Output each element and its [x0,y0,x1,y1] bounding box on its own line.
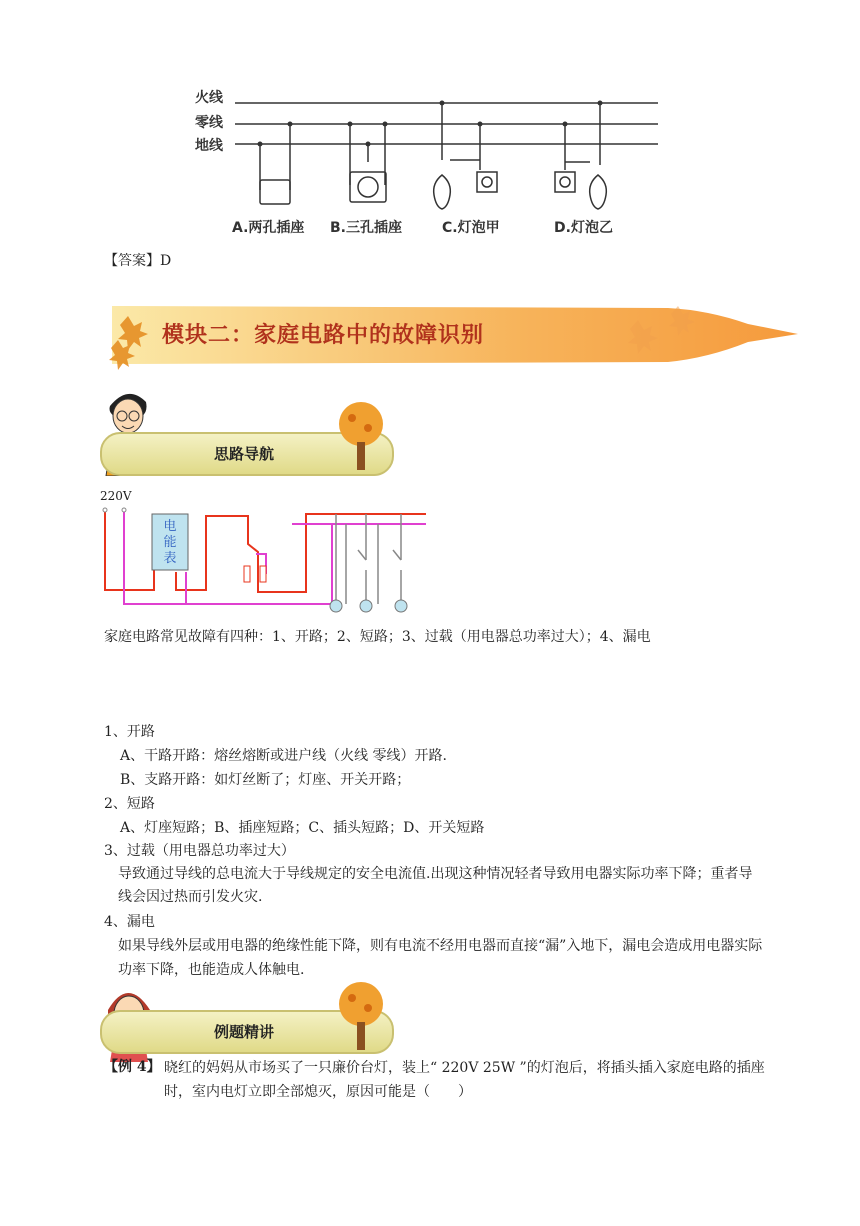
fault-overload-body: 导致通过导线的总电流大于导线规定的安全电流值.出现这种情况轻者导致用电器实际功率下降；重者导线会因过热而引发火灾. [118,866,753,905]
fault-open-item: B、支路开路：如灯丝断了；灯座、开关开路； [120,772,411,788]
fault-short-heading: 2、短路 [104,796,155,812]
voltage-label: 220V [100,489,132,503]
meter-label-char-1: 电 [163,519,177,534]
meter-label-char-2: 能 [163,535,177,550]
section-title-navigation: 思路导航 [214,445,275,463]
option-label-d: D.灯泡乙 [554,220,613,236]
meter-label-char-3: 表 [163,551,177,566]
fault-leakage-heading: 4、漏电 [104,914,155,930]
fault-short-item: A、灯座短路；B、插座短路；C、插头短路；D、开关短路 [120,820,485,836]
wire-label-ground: 地线 [195,138,223,154]
option-label-a: A.两孔插座 [232,220,305,236]
fault-leakage-body: 如果导线外层或用电器的绝缘性能下降，则有电流不经用电器而直接“漏”入地下，漏电会造成用电器实际功率下降，也能造成人体触电. [118,938,763,978]
tree-icon [336,398,386,472]
wire-label-neutral: 零线 [195,115,223,131]
tree-icon [336,978,386,1052]
wire-label-live: 火线 [195,90,223,106]
intro-text: 家庭电路常见故障有四种：1、开路；2、短路；3、过载（用电器总功率过大）；4、漏电 [104,629,651,645]
answer-line: 【答案】D [104,253,172,269]
fault-open-heading: 1、开路 [104,724,155,740]
fault-overload-heading: 3、过载（用电器总功率过大） [104,843,295,859]
example-label: 【例 4】 [104,1059,161,1075]
option-label-c: C.灯泡甲 [442,220,500,236]
circuit-diagram [96,484,432,614]
example-question: 晓红的妈妈从市场买了一只廉价台灯，装上“ 220V 25W ”的灯泡后，将插头插入家庭电路的插座时，室内电灯立即全部熄灭，原因可能是（ ） [164,1060,765,1100]
wiring-diagram [180,80,680,240]
fault-open-item: A、干路开路：熔丝熔断或进户线（火线 零线）开路. [120,748,448,764]
section-title-examples: 例题精讲 [214,1023,275,1041]
module-title: 模块二：家庭电路中的故障识别 [162,323,485,348]
option-label-b: B.三孔插座 [330,220,402,236]
